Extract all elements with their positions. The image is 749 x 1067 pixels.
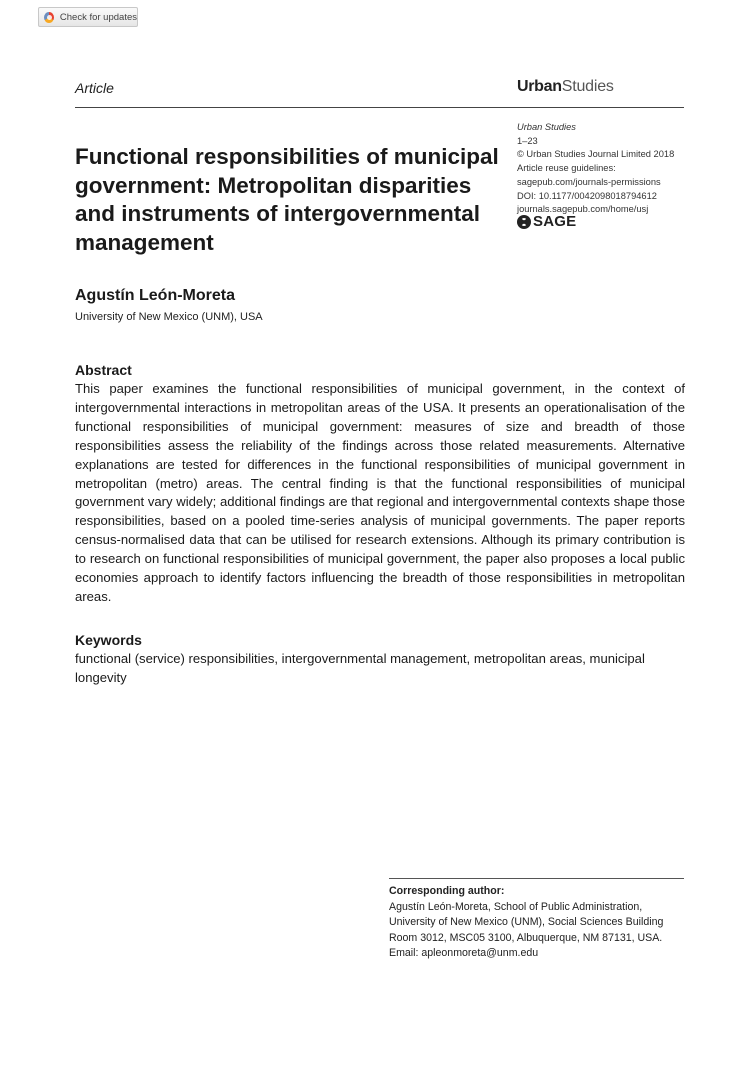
author-name: Agustín León-Moreta: [75, 287, 235, 304]
abstract-text: This paper examines the functional responsibilities of municipal government, in the context of intergovernmental interactions in metropolitan areas of the USA. It presents an operationalisation of the functional responsibilities of municipal government: measures of size and breadth of those responsibilities assess the reliability of the findings across those related measurements. Alternative explanations are tested for differences in the functional responsibilities of municipal government in metropolitan (metro) areas. The central finding is that the functional responsibilities of municipal government vary widely; additional findings are that regional and intergovernmental contexts shape those responsibilities, based on a pooled time-series analysis of municipal governments. The paper reports census-normalised data that can be utilised for research extensions. Although its primary contribution is to research on functional responsibilities of municipal government, the paper also proposes a local public economies approach to identify factors influencing the breadth of those responsibilities in metropolitan areas.: [75, 381, 685, 604]
abstract-heading: Abstract: [75, 362, 132, 378]
meta-doi[interactable]: DOI: 10.1177/0042098018794612: [517, 190, 657, 201]
footnote-divider: [389, 878, 684, 879]
paper-title: Functional responsibilities of municipal government: Metropolitan disparities and instruments of intergovernmental management: [75, 144, 499, 255]
author-affiliation: University of New Mexico (UNM), USA: [75, 311, 263, 323]
sage-logo-icon: [517, 215, 531, 229]
meta-copyright: © Urban Studies Journal Limited 2018: [517, 149, 675, 160]
publisher-name: SAGE: [533, 213, 577, 230]
meta-reuse-link[interactable]: sagepub.com/journals-permissions: [517, 176, 661, 187]
crossmark-icon: [44, 12, 54, 23]
header-divider: [75, 107, 684, 108]
journal-logo-bold: Urban: [517, 78, 562, 95]
journal-logo-light: Studies: [561, 78, 614, 95]
meta-journal: Urban Studies: [517, 122, 576, 132]
corresponding-author-line: Room 3012, MSC05 3100, Albuquerque, NM 87131, USA.: [389, 931, 663, 944]
article-meta: [517, 121, 687, 217]
keywords-heading: Keywords: [75, 632, 142, 648]
journal-logo: [517, 78, 614, 96]
keywords-text: functional (service) responsibilities, intergovernmental management, metropolitan areas, municipal longevity: [75, 651, 645, 685]
publisher-logo: [517, 213, 576, 230]
article-type: Article: [75, 80, 114, 96]
corresponding-author-line: University of New Mexico (UNM), Social Sciences Building: [389, 916, 664, 928]
corresponding-author-line: Agustín León-Moreta, School of Public Administration,: [389, 900, 643, 913]
meta-reuse-label: Article reuse guidelines:: [517, 163, 616, 174]
check-for-updates-label: Check for updates: [59, 11, 137, 23]
meta-pages: 1–23: [517, 135, 538, 146]
corresponding-author-email[interactable]: Email: apleonmoreta@unm.edu: [389, 947, 539, 959]
check-for-updates-button[interactable]: [38, 7, 138, 27]
meta-journal-url[interactable]: journals.sagepub.com/home/usj: [517, 204, 649, 215]
corresponding-author-heading: Corresponding author:: [389, 885, 505, 897]
corresponding-author-block: [389, 884, 689, 962]
